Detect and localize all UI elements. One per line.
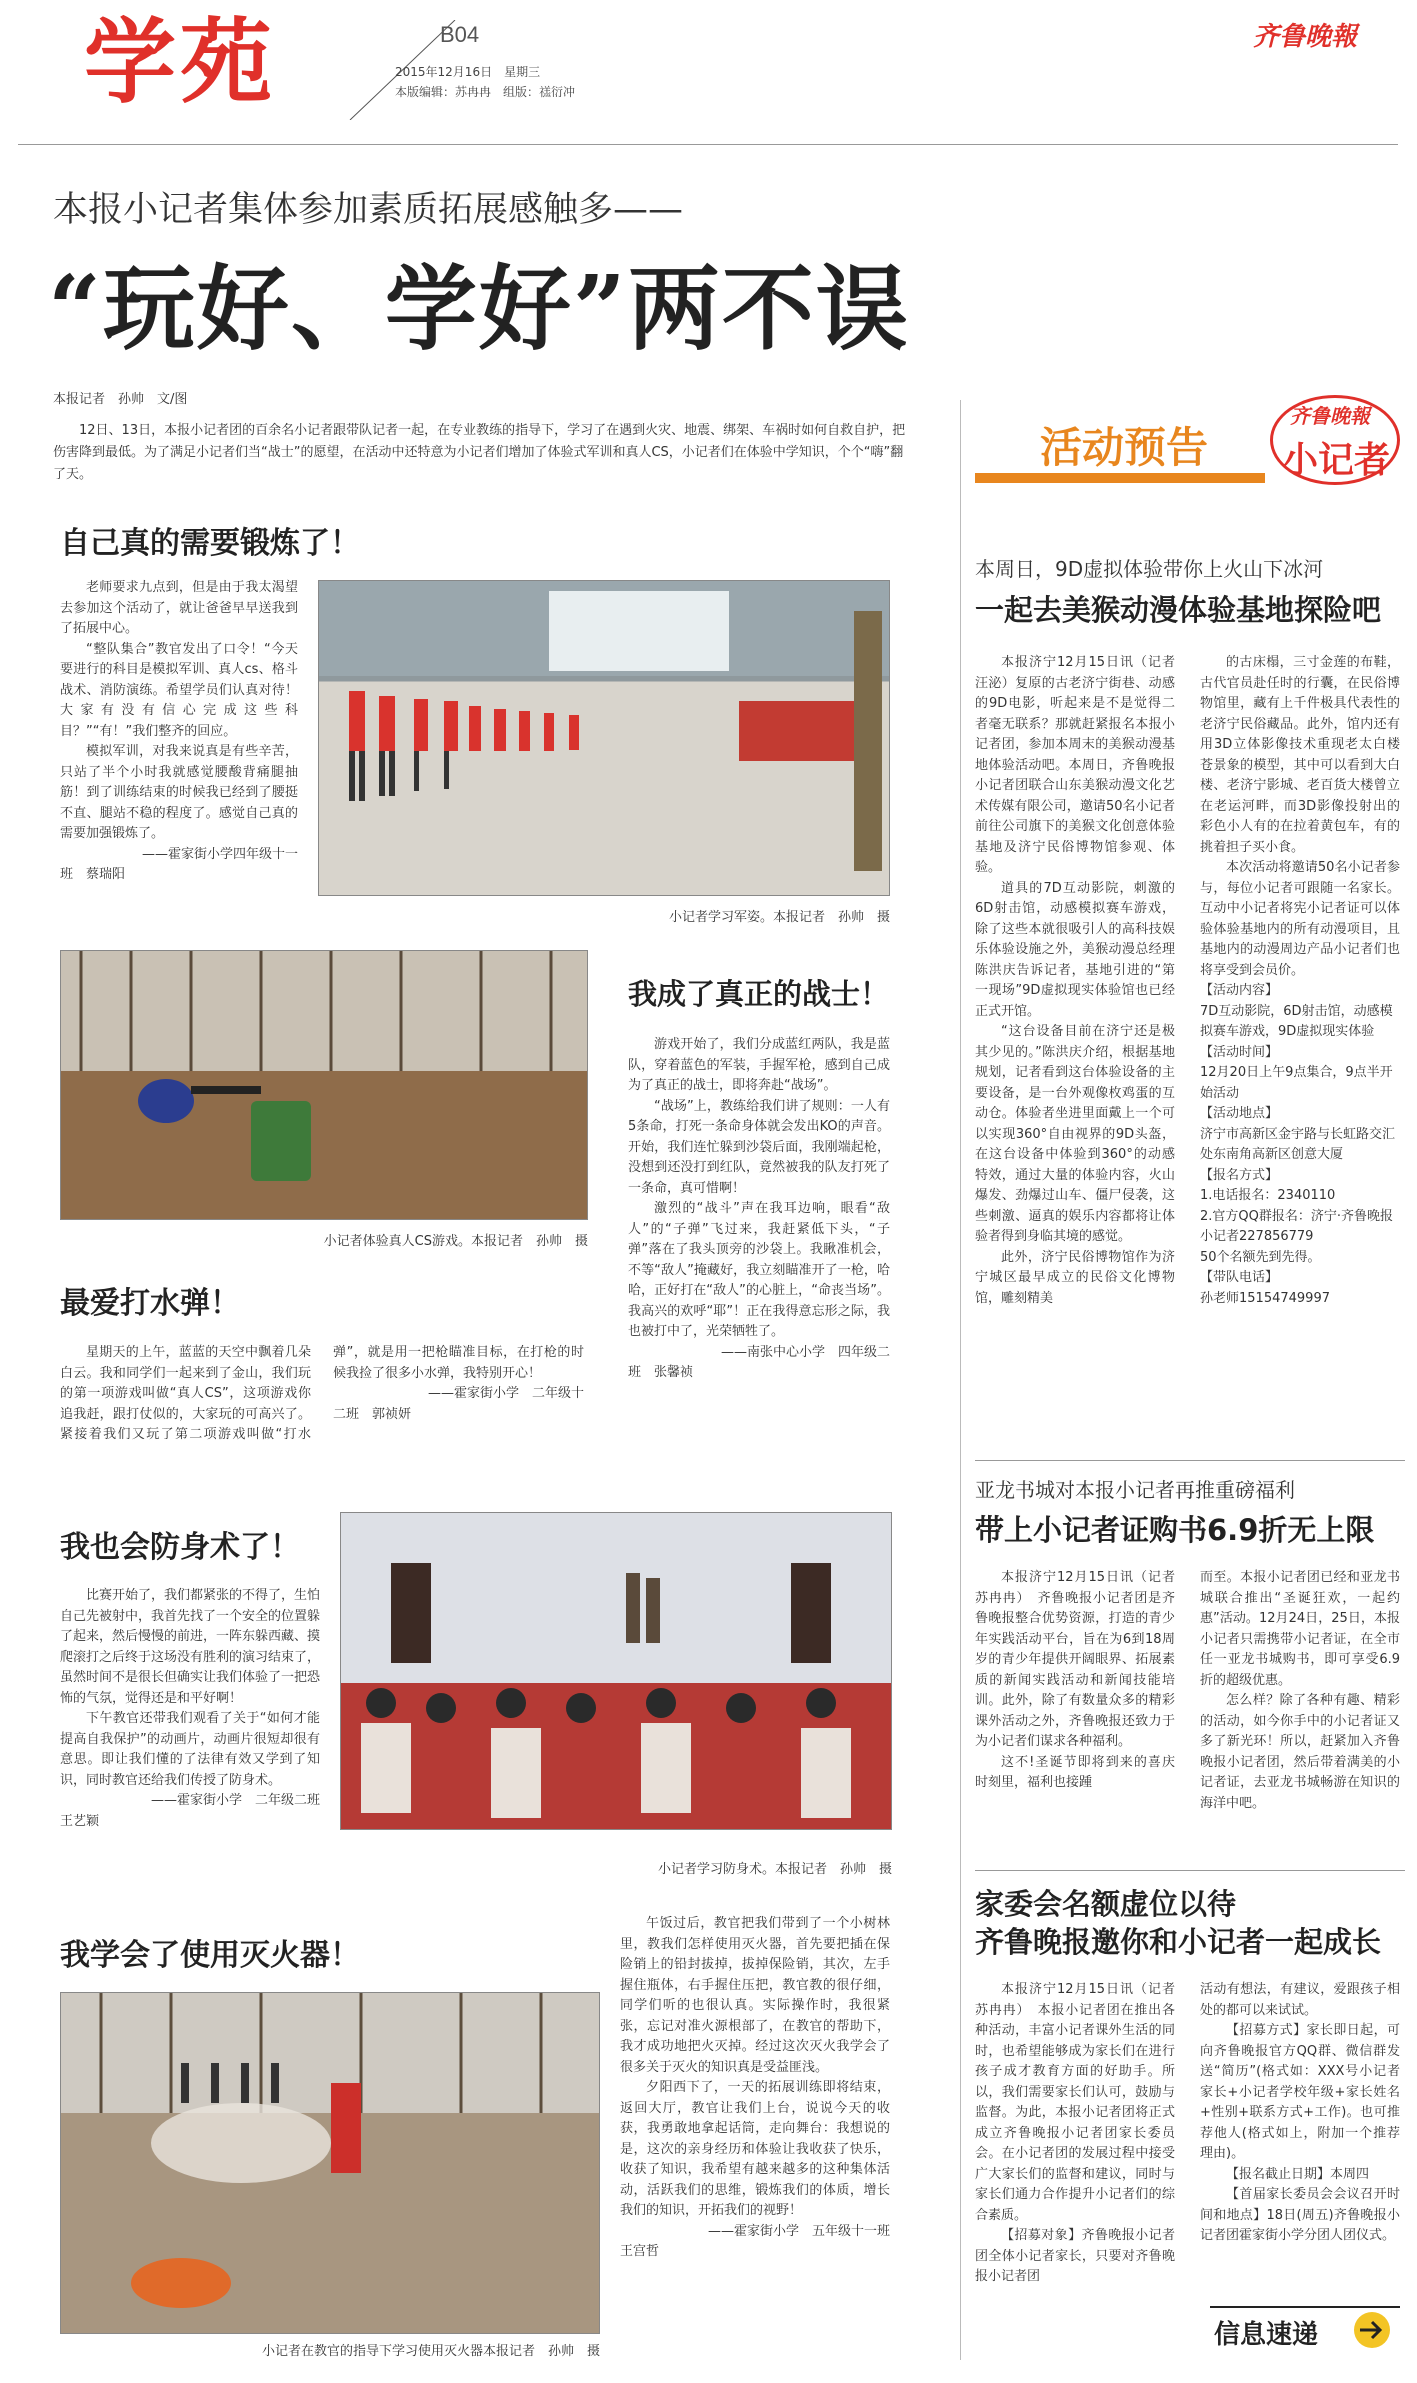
r2-title: 带上小记者证购书6.9折无上限 [975, 1513, 1375, 1547]
ad-logo: 齐鲁晚報 [1290, 404, 1370, 428]
issue-date: 2015年12月16日 星期三 [395, 65, 541, 79]
r3-title-line2: 齐鲁晚报邀你和小记者一起成长 [975, 1925, 1382, 1959]
info-badge-label: 信息速递 [1214, 2320, 1319, 2350]
r1-detail: 【活动时间】 [1200, 1044, 1279, 1060]
editors: 本版编辑：苏冉冉 组版：禚衍冲 [395, 85, 576, 99]
s3-heading: 最爱打水弹！ [60, 1286, 240, 1321]
s5-body [620, 1914, 890, 2263]
r1-para: 本次活动将邀请50名小记者参与，每位小记者可跟随一名家长。互动中小记者将宪小记者证可以体验体验基地内的所有动漫项目，且基地内的动漫周边产品小记者们也将享受到会员价。 [1200, 860, 1400, 978]
r-divider-1 [975, 1460, 1405, 1461]
s1-photo-caption: 小记者学习军姿。本报记者 孙帅 摄 [668, 910, 890, 925]
s1-para: “整队集合”教官发出了口令！“今天要进行的科目是模拟军训、真人cs、格斗战术、消防演练。希望学员们认真对待！大家有没有信心完成这些科目？”“有！”我们整齐的回应。 [60, 641, 298, 739]
s1-heading: 自己真的需要锻炼了！ [60, 526, 360, 561]
s2-photo [60, 950, 588, 1220]
s4-heading: 我也会防身术了！ [60, 1530, 300, 1565]
r1-title: 一起去美猴动漫体验基地探险吧 [975, 593, 1382, 627]
r3-title-line1: 家委会名额虚位以待 [975, 1887, 1237, 1921]
feature-lead: 12日、13日，本报小记者团的百余名小记者跟带队记者一起，在专业教练的指导下，学习了在遇到火灾、地震、绑架、车祸时如何自救自护，把伤害降到最低。为了满足小记者们当“战士”的愿望，在活动中还特意为小记者们增加了体验式军训和真人CS，小记者们在体验中学知识，个个“嗨”翻了天。 [53, 423, 906, 482]
feature-title: “玩好、学好”两不误 [48, 255, 910, 363]
s4-photo [340, 1512, 892, 1830]
r1-detail: 济宁市高新区金宇路与长虹路交汇处东南角高新区创意大厦 [1200, 1126, 1396, 1162]
s1-para: 模拟军训，对我来说真是有些辛苦，只站了半个小时我就感觉腰酸背痛腿抽筋！到了训练结束的时候我已经到了腰挺不直、腿站不稳的程度了。感觉自己真的需要加强锻炼了。 [60, 744, 298, 841]
s5-heading: 我学会了使用灭火器！ [60, 1938, 360, 1973]
r1-detail: 【活动内容】 [1200, 983, 1279, 998]
arrow-icon [1350, 2310, 1394, 2350]
r1-para: 道具的7D互动影院，刺激的6D射击馆，动感模拟赛车游戏，除了这些本就很吸引人的高科技娱乐体验设施之外，美猴动漫总经理陈洪庆告诉记者，基地引进的“第一现场”9D虚拟现实体验馆也已经正式开馆。 [975, 880, 1175, 1019]
r1-kicker: 本周日，9D虚拟体验带你上火山下冰河 [975, 557, 1324, 581]
s5-para: 午饭过后，教官把我们带到了一个小树林里，教我们怎样使用灭火器，首先要把插在保险销上的铅封拔掉，拔掉保险销，其次，左手握住瓶体，右手握住压把，教官教的很仔细，同学们听的也很认真。实际操作时，我很紧张，忘记对准火源根部了，在教官的帮助下，我才成功地把火灭掉。经过这次灭火我学会了很多关于灭火的知识真是受益匪浅。 [620, 1916, 890, 2075]
s5-signature: ——霍家街小学 五年级十一班 [707, 2223, 890, 2239]
r1-detail: 孙老师15154749997 [1200, 1290, 1330, 1306]
r1-para: 此外，济宁民俗博物馆作为济宁城区最早成立的民俗文化博物馆，雕刻精美 [975, 1249, 1175, 1306]
r2-kicker: 亚龙书城对本报小记者再推重磅福利 [975, 1478, 1295, 1502]
s2-photo-caption: 小记者体验真人CS游戏。本报记者 孙帅 摄 [323, 1234, 588, 1249]
r3-para: 【报名截止日期】本周四 [1226, 2166, 1370, 2182]
r1-detail: 12月20日上午9点集合，9点半开始活动 [1200, 1065, 1393, 1101]
r1-detail: 50个名额先到先得。 [1200, 1249, 1321, 1265]
s1-photo [318, 580, 890, 896]
s5-para: 夕阳西下了，一天的拓展训练即将结束，返回大厅，教官让我们上台，说说今天的收获，我勇敢地拿起话筒，走向舞台：我想说的是，这次的亲身经历和体验让我收获了快乐，收获了知识，我希望有越来越多的这种集体活动，活跃我们的思维，锻炼我们的体质，增长我们的知识，开拓我们的视野！ [620, 2080, 890, 2218]
r1-detail: 【带队电话】 [1200, 1270, 1279, 1285]
r-divider-2 [975, 1870, 1405, 1871]
s1-para: 老师要求九点到，但是由于我太渴望去参加这个活动了，就让爸爸早早送我到了拓展中心。 [60, 580, 298, 636]
s2-signature-2: 班 张馨祯 [628, 1365, 694, 1380]
info-badge [1210, 2306, 1400, 2352]
r1-detail: 1.电话报名：2340110 [1200, 1188, 1336, 1203]
s3-body [60, 1343, 584, 1478]
s4-body [60, 1586, 320, 1832]
s2-signature: ——南张中心小学 四年级二 [720, 1344, 890, 1360]
r1-col2 [1200, 653, 1400, 1309]
r3-col1 [975, 1980, 1189, 2288]
s5-photo-art [61, 1993, 600, 2334]
r1-para: “这台设备目前在济宁还是极其少见的。”陈洪庆介绍，根据基地规划，记者看到这台体验设备的主要设备，是一台外观像枚鸡蛋的互动仓。体验者坐进里面戴上一个可以实现360°自由视界的9D头盔，在这台设备中体验到360°的动感特效，通过大量的体验内容，火山爆发、劲爆过山车、僵尸侵袭，这些刺激、逼真的娱乐内容都将让体验者得到身临其境的感觉。 [975, 1024, 1175, 1244]
s4-para: 下午教官还带我们观看了关于“如何才能提高自我保护”的动画片，动画片很短却很有意思。即让我们懂的了法律有效又学到了知识，同时教官还给我们传授了防身术。 [60, 1711, 320, 1788]
r1-detail: 7D互动影院，6D射击馆，动感模拟赛车游戏，9D虚拟现实体验 [1200, 1003, 1393, 1039]
s1-body [60, 578, 298, 886]
r1-detail: 【活动地点】 [1200, 1106, 1279, 1121]
newspaper-logo: 齐鲁晚報 [1252, 22, 1357, 52]
s2-body [628, 1035, 890, 1384]
r2-col1 [975, 1568, 1189, 1794]
r2-para: 这不!圣诞节即将到来的喜庆时刻里，福利也接踵 [975, 1754, 1175, 1790]
r2-para: 而至。本报小记者团已经和亚龙书城联合推出“圣诞狂欢，一起约惠”活动。12月24日，25日，本报小记者只需携带小记者证，在全市任一亚龙书城购书，即可享受6.9折的超级优惠。 [1200, 1570, 1400, 1688]
s2-para: “战场”上，教练给我们讲了规则：一人有5条命，打死一条命身体就会发出KO的声音。开始，我们连忙躲到沙袋后面，我刚端起枪，没想到还没打到红队，竟然被我的队友打死了一条命，真可惜啊！ [628, 1098, 890, 1196]
r3-para: 【招募方式】家长即日起，可向齐鲁晚报官方QQ群、微信群发送“简历”(格式如：XXX号小记者家长+小记者学校年级+家长姓名+性别+联系方式+工作)。也可推荐他人(格式如上，附加一个推荐理由)。 [1200, 2023, 1400, 2161]
r2-para: 怎么样？除了各种有趣、精彩的活动，如今你手中的小记者证又多了新光环！所以，赶紧加入齐鲁晚报小记者团，然后带着满美的小记者证，去亚龙书城畅游在知识的海洋中吧。 [1200, 1693, 1400, 1811]
r1-para: 本报济宁12月15日讯（记者 汪泌）复原的古老济宁街巷、动感的9D电影，听起来是不是觉得二者毫无联系？那就赶紧报名本报小记者团，参加本周末的美猴动漫基地体验活动吧。本周日，齐鲁晚报小记者团联合山东美猴动漫文化艺术传媒有限公司，邀请50名小记者前往公司旗下的美猴文化创意体验基地及济宁民俗博物馆参观、体验。 [975, 655, 1189, 875]
s1-signature: ——霍家街小学四年级十一 [141, 846, 298, 862]
s3-signature: ——霍家街小学 二年级十 [427, 1386, 584, 1401]
page-number: B04 [440, 22, 480, 47]
feature-byline: 本报记者 孙帅 文/图 [53, 392, 188, 407]
s5-photo-caption: 小记者在教官的指导下学习使用灭火器本报记者 孙帅 摄 [261, 2344, 600, 2359]
s2-para: 激烈的“战斗”声在我耳边响，眼看“敌人”的“子弹”飞过来，我赶紧低下头，“子弹”落在了我头顶旁的沙袋上。我瞅准机会，不等“敌人”掩藏好，我立刻瞄准开了一枪，哈哈，正好打在“敌人”的心脏上，“命丧当场”。我高兴的欢呼“耶”！正在我得意忘形之际，我也被打中了，光荣牺牲了。 [628, 1201, 890, 1339]
s3-signature-2: 二班 郭祯妍 [333, 1406, 412, 1422]
s5-photo [60, 1992, 600, 2334]
r2-col2 [1200, 1568, 1400, 1814]
s5-signature-2: 王宫哲 [620, 2244, 660, 2259]
r1-detail: 2.官方QQ群报名：济宁·齐鲁晚报小记者227856779 [1200, 1208, 1394, 1244]
ad-badge: 小记者 [1282, 439, 1391, 481]
s3-para: 星期天的上午，蓝蓝的天空中飘着几朵白云。我和同学们一起来到了金山，我们玩的第一项游戏叫做“真人CS”，这项游戏你追我赶，跟打仗似的，大家玩的可高兴了。紧接着我们又玩了第二项游戏叫做“打水弹”，就是用一把枪瞄准目标，在打枪的时候我捡了很多小水弹，我特别开心！ [60, 1345, 584, 1442]
s1-photo-art [319, 581, 890, 896]
s4-para: 比赛开始了，我们都紧张的不得了，生怕自己先被射中，我首先找了一个安全的位置躲了起来，然后慢慢的前进，一阵东躲西藏、摸爬滚打之后终于这场没有胜利的演习结束了，虽然时间不是很长但确实让我们体验了一把恐怖的气氛，觉得还是和平好啊！ [60, 1588, 321, 1706]
r3-para: 【招募对象】齐鲁晚报小记者团全体小记者家长，只要对齐鲁晚报小记者团 [975, 2228, 1175, 2284]
r1-col1 [975, 653, 1189, 1309]
s4-photo-caption: 小记者学习防身术。本报记者 孙帅 摄 [657, 1862, 892, 1877]
r2-para: 本报济宁12月15日讯（记者 苏冉冉） 齐鲁晚报小记者团是齐鲁晚报整合优势资源，打造的青少年实践活动平台，旨在为6到18周岁的青少年提供开阔眼界、拓展素质的新闻实践活动和新闻技能培训。此外，除了有数量众多的精彩课外活动之外，齐鲁晚报还致力于为小记者们谋求各种福利。 [975, 1570, 1189, 1749]
feature-kicker: 本报小记者集体参加素质拓展感触多—— [53, 190, 684, 230]
column-divider [960, 400, 961, 2360]
r3-para: 本报济宁12月15日讯（记者 苏冉冉） 本报小记者团在推出各种活动，丰富小记者课外生活的同时，也希望能够成为家长们在进行孩子成才教育方面的好助手。所以，我们需要家长们认可，鼓励与监督。为此，本报小记者团将正式成立齐鲁晚报小记者团家长委员会。在小记者团的发展过程中接受广大家长们的监督和建议，同时与家长们通力合作提升小记者们的综合素质。 [975, 1982, 1189, 2223]
s4-signature: ——霍家街小学 二年级二班 [150, 1793, 320, 1808]
s2-para: 游戏开始了，我们分成蓝红两队，我是蓝队，穿着蓝色的军装，手握军枪，感到自己成为了真正的战士，即将奔赴“战场”。 [628, 1037, 890, 1093]
r3-para: 【首届家长委员会会议召开时间和地点】18日(周五)齐鲁晚报小记者团霍家街小学分团人团仪式。 [1200, 2187, 1400, 2243]
s2-heading: 我成了真正的战士！ [628, 977, 890, 1011]
s1-signature-2: 班 蔡瑞阳 [60, 867, 126, 882]
s4-signature-2: 王艺颖 [60, 1813, 100, 1829]
s4-photo-art [341, 1513, 892, 1830]
s2-photo-art [61, 951, 588, 1220]
r1-detail: 【报名方式】 [1200, 1167, 1279, 1183]
header-meta [395, 62, 575, 102]
r1-para: 的古床榻，三寸金莲的布鞋，古代官员赴任时的行囊，在民俗博物馆里，藏有上千件极具代表性的老济宁民俗藏品。此外，馆内还有用3D立体影像技术重现老太白楼苍景象的模型，其中可以看到大白楼、老济宁影城、老百货大楼曾立在老运河畔，而3D影像投射出的彩色小人有的在拉着黄包车，有的挑着担子买小食。 [1200, 655, 1400, 855]
r3-col2 [1200, 1980, 1400, 2247]
ad-label: 活动预告 [1040, 423, 1209, 472]
section-title: 学苑 [84, 8, 277, 116]
r3-para: 活动有想法，有建议，爱跟孩子相处的都可以来试试。 [1200, 1982, 1400, 2018]
header-rule [18, 144, 1398, 145]
